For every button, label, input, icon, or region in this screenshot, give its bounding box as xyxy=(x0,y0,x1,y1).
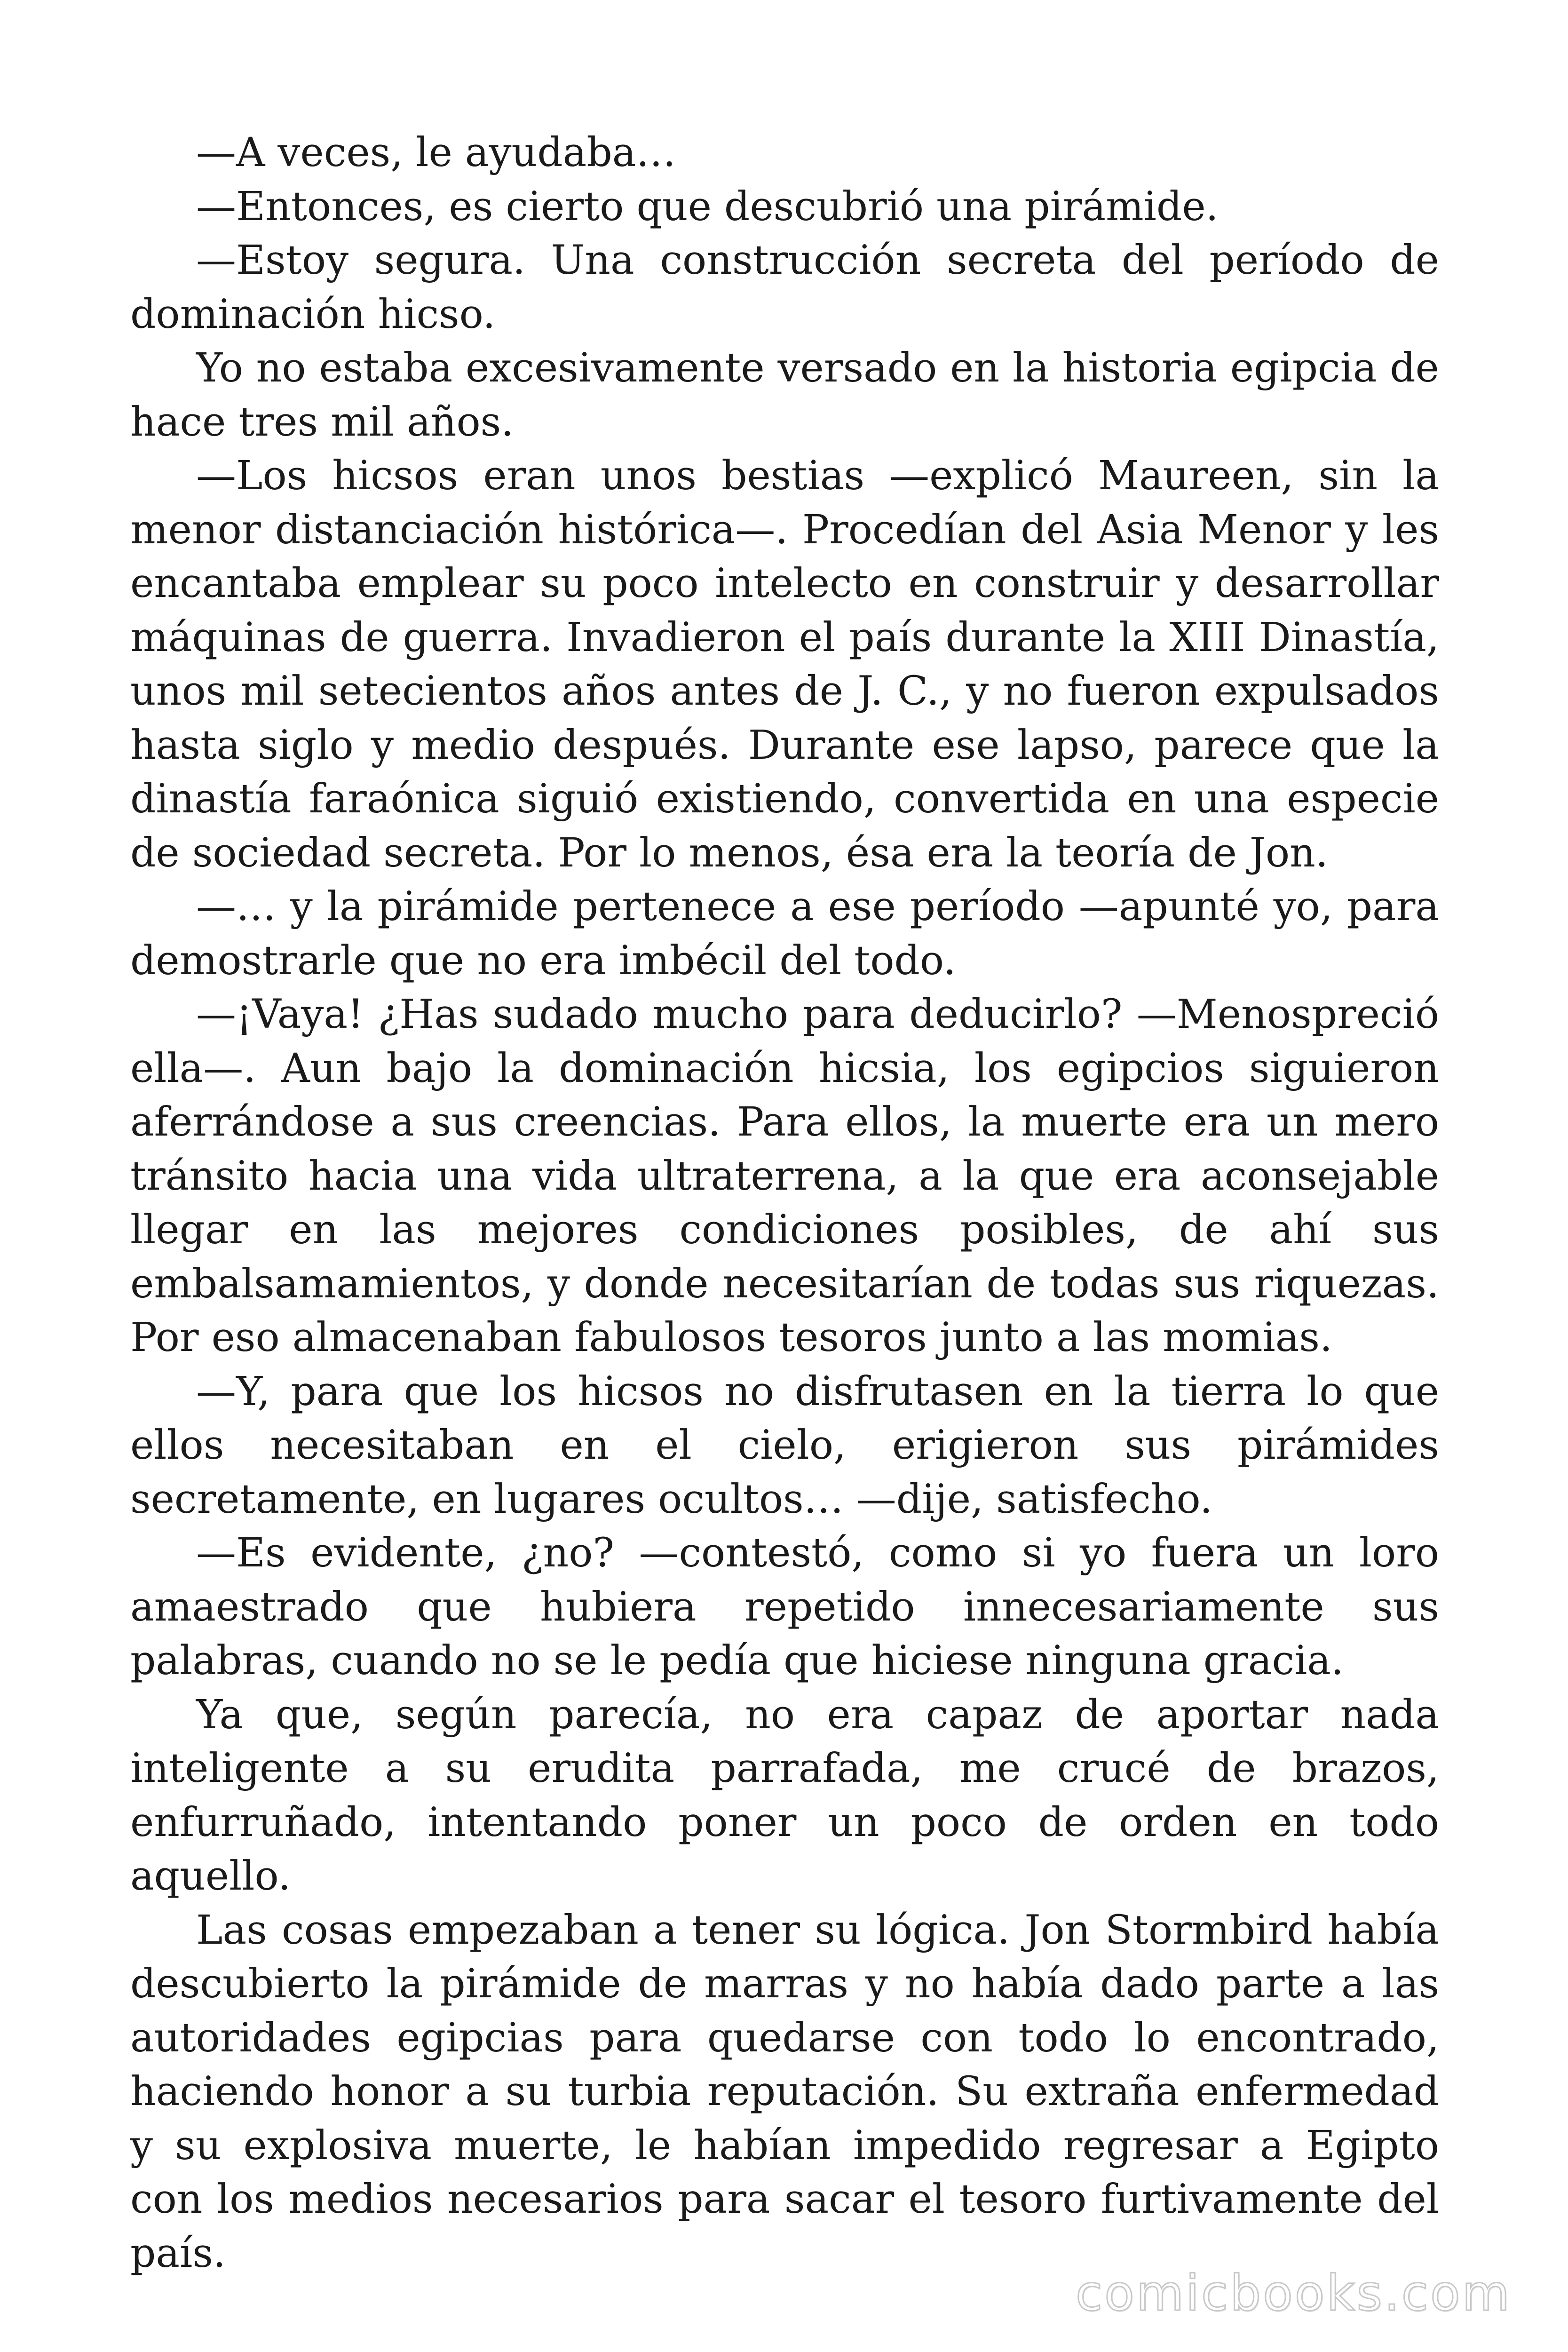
paragraph: —Estoy segura. Una construcción secreta del período de dominación hicso. xyxy=(130,237,1439,338)
paragraph: —A veces, le ayudaba… xyxy=(196,129,676,176)
paragraph: Yo no estaba excesivamente versado en la historia egipcia de hace tres mil años. xyxy=(130,345,1439,445)
paragraph: Las cosas empezaban a tener su lógica. Jon Stormbird había descubierto la pirámide de marras y no había dado parte a las autoridades egipcias para quedarse con todo lo encontrado, haciendo honor a su turbia reputación. Su extraña enfermedad y su explosiva muerte, le habían impedido regresar a Egipto con los medios necesarios para sacar el tesoro furtivamente del país. xyxy=(130,1907,1439,2277)
paragraph: —Los hicsos eran unos bestias —explicó Maureen, sin la menor distanciación histórica—. Procedían del Asia Menor y les encantaba emplear su poco intelecto en construir y desarrollar máquinas de guerra. Invadieron el país durante la XIII Dinastía, unos mil setecientos años antes de J. C., y no fueron expulsados hasta siglo y medio después. Durante ese lapso, parece que la dinastía faraónica siguió existiendo, convertida en una especie de sociedad secreta. Por lo menos, ésa era la teoría de Jon. xyxy=(130,453,1439,876)
paragraph: —Y, para que los hicsos no disfrutasen en la tierra lo que ellos necesitaban en el cielo, erigieron sus pirámides secretamente, en lugares ocultos… —dije, satisfecho. xyxy=(130,1368,1439,1523)
paragraph: —¡Vaya! ¿Has sudado mucho para deducirlo? —Menospreció ella—. Aun bajo la dominación hicsia, los egipcios siguieron aferrándose a sus creencias. Para ellos, la muerte era un mero tránsito hacia una vida ultraterrena, a la que era aconsejable llegar en las mejores condiciones posibles, de ahí sus embalsamamientos, y donde necesitarían de todas sus riquezas. Por eso almacenaban fabulosos tesoros junto a las momias. xyxy=(130,991,1439,1361)
paragraph: —Es evidente, ¿no? —contestó, como si yo fuera un loro amaestrado que hubiera repetido innecesariamente sus palabras, cuando no se le pedía que hiciese ninguna gracia. xyxy=(130,1530,1439,1684)
paragraph: —Entonces, es cierto que descubrió una pirámide. xyxy=(196,183,1219,230)
watermark: comicbooks.com xyxy=(1075,2265,1512,2322)
paragraph: —… y la pirámide pertenece a ese período —apunté yo, para demostrarle que no era imbécil del todo. xyxy=(130,883,1439,984)
body-text xyxy=(130,126,1439,2280)
paragraph: Ya que, según parecía, no era capaz de aportar nada inteligente a su erudita parrafada, me crucé de brazos, enfurruñado, intentando poner un poco de orden en todo aquello. xyxy=(130,1691,1439,1899)
